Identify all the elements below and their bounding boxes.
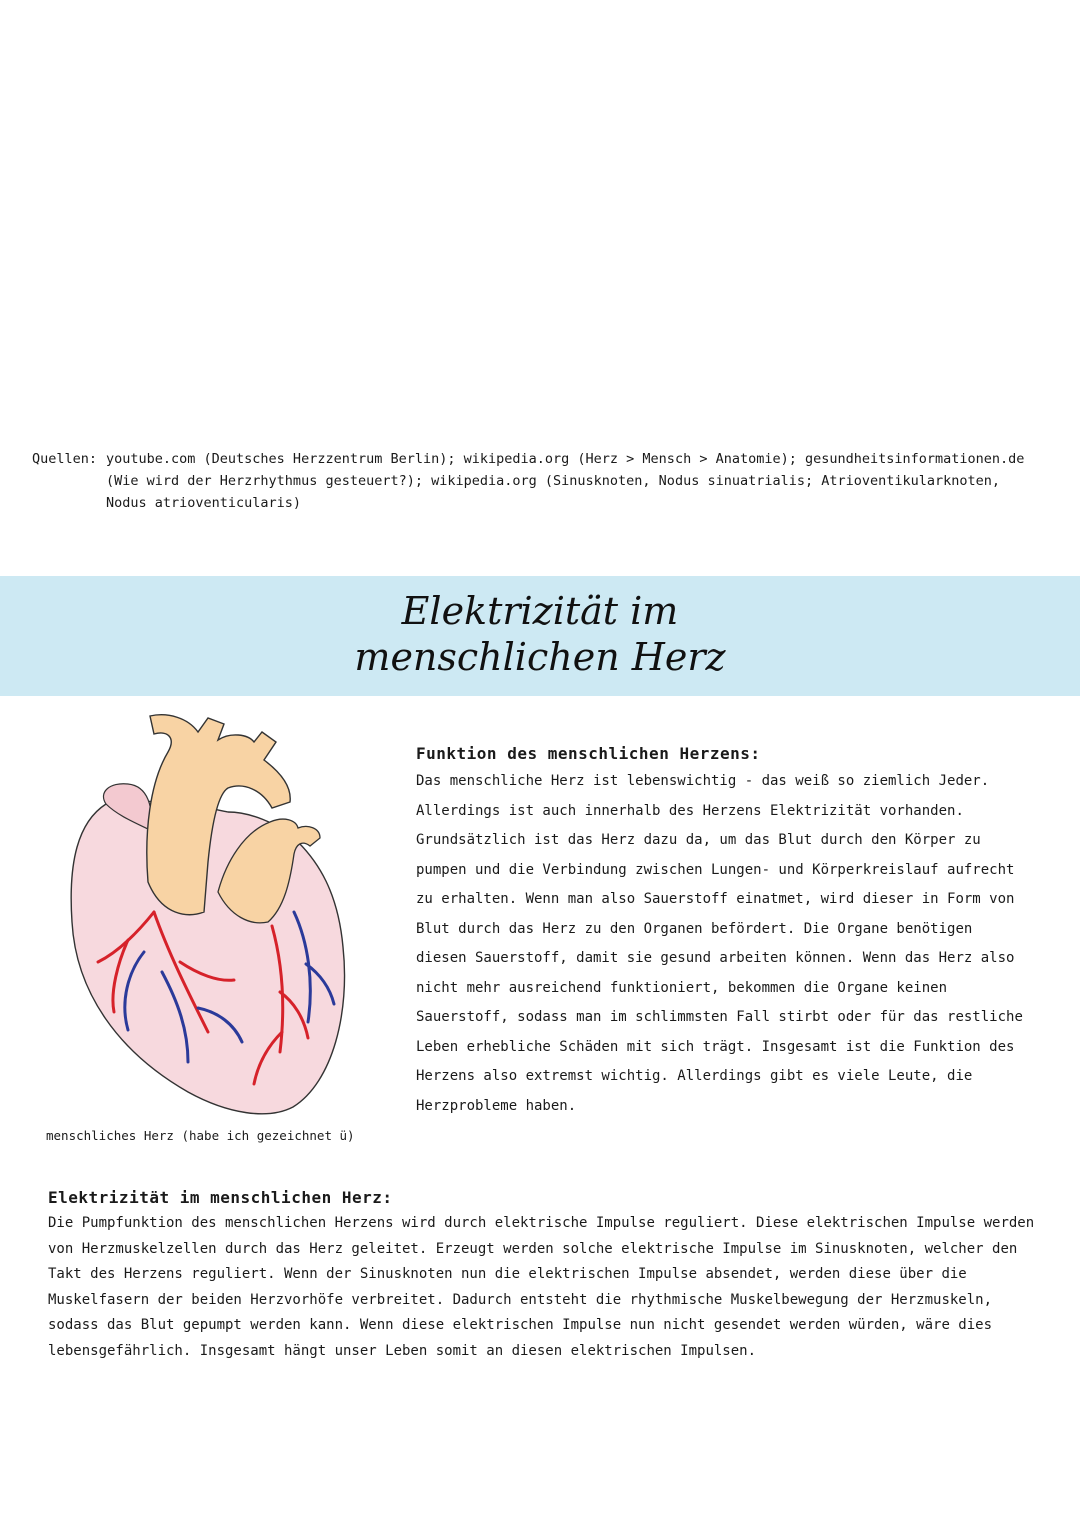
- title-line-1: Elektrizität im: [401, 589, 679, 633]
- figure-caption: menschliches Herz (habe ich gezeichnet ü): [46, 1128, 355, 1143]
- function-text: Das menschliche Herz ist lebenswichtig - das weiß so ziemlich Jeder. Allerdings ist auch innerhalb des Herzens Elektrizität vorhanden. Grundsätzlich ist das Herz dazu da, um das Blut durch den Körper zu pumpen und die Verbindung zwischen Lungen- und Körperkreislauf aufrecht zu erhalten. Wenn man also Sauerstoff einatmet, wird dieser in Form von Blut durch das Herz zu den Organen befördert. Die Organe benötigen diesen Sauerstoff, damit sie gesund arbeiten können. Wenn das Herz also nicht mehr ausreichend funktioniert, bekommen die Organe keinen Sauerstoff, sodass man im schlimmsten Fall stirbt oder für das restliche Leben erhebliche Schäden mit sich trägt. Insgesamt ist die Funktion des Herzens also extremst wichtig. Allerdings gibt es viele Leute, die Herzprobleme haben.: [416, 773, 1023, 1114]
- electricity-section: [48, 1188, 1038, 1364]
- heart-drawing: [58, 712, 378, 1124]
- function-heading: Funktion des menschlichen Herzens:: [416, 744, 761, 763]
- page-title: [0, 588, 1080, 680]
- electricity-heading: Elektrizität im menschlichen Herz:: [48, 1188, 393, 1207]
- sources-note: [32, 448, 1042, 514]
- electricity-text: Die Pumpfunktion des menschlichen Herzens wird durch elektrische Impulse reguliert. Diese elektrischen Impulse werden von Herzmuskelzellen durch das Herz geleitet. Erzeugt werden solche elektrische Impulse im Sinusknoten, welcher den Takt des Herzens reguliert. Wenn der Sinusknoten nun die elektrischen Impulse absendet, werden diese über die Muskelfasern der beiden Herzvorhöfe verbreitet. Dadurch entsteht die rhythmische Muskelbewegung der Herzmuskeln, sodass das Blut gepumpt werden kann. Wenn diese elektrischen Impulse nun nicht gesendet werden würden, wäre dies lebensgefährlich. Insgesamt hängt unser Leben somit an diesen elektrischen Impulsen.: [48, 1215, 1035, 1359]
- sources-label: Quellen:: [32, 451, 98, 467]
- title-line-2: menschlichen Herz: [354, 635, 726, 679]
- sources-text: youtube.com (Deutsches Herzzentrum Berlin); wikipedia.org (Herz > Mensch > Anatomie); gesundheitsinformationen.de (Wie wird der Herzrhythmus gesteuert?); wikipedia.org (Sinusknoten, Nodus sinuatrialis; Atrioventikularknoten, Nodus atrioventicularis): [106, 451, 1025, 511]
- function-section: [416, 744, 1026, 1121]
